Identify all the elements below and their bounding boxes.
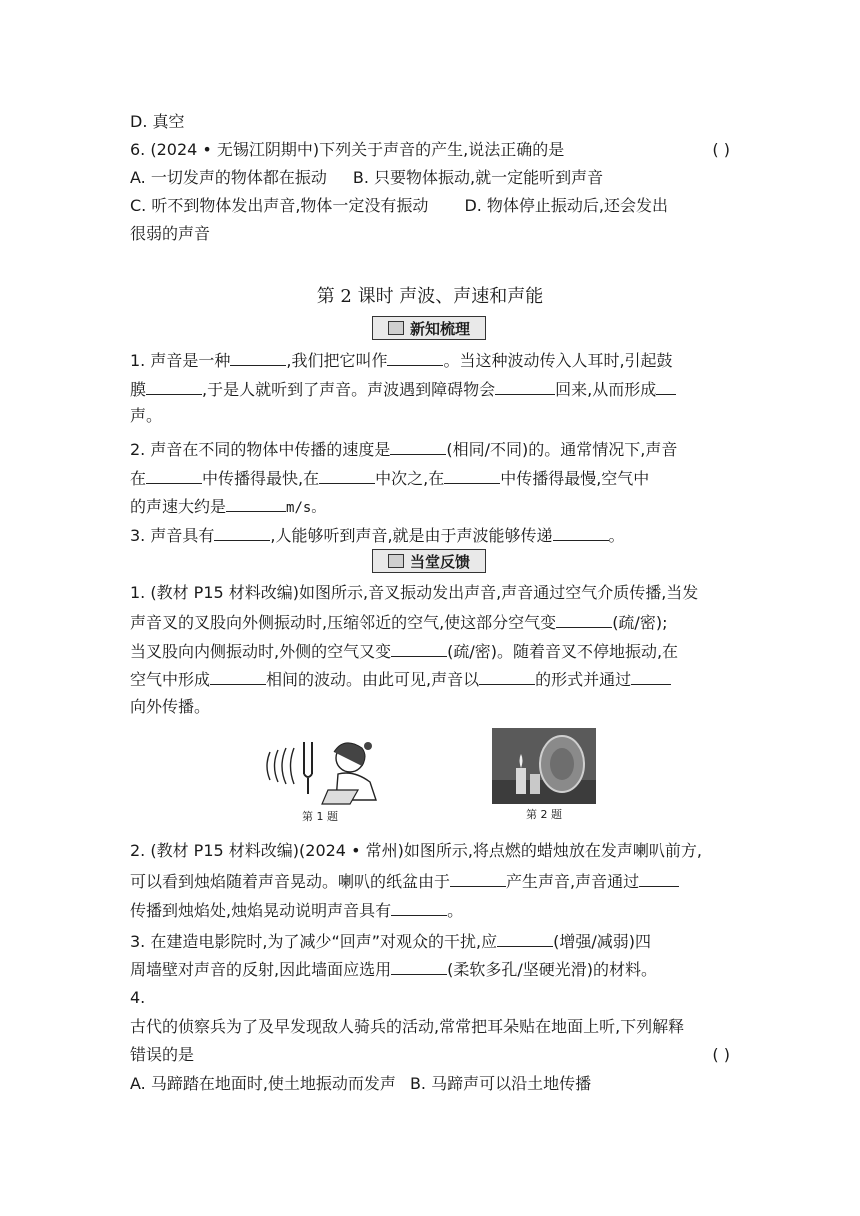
blank[interactable] (226, 495, 286, 512)
answer-paren: ( ) (712, 140, 730, 159)
figure-2-caption: 第 2 题 (526, 808, 562, 821)
blank[interactable] (497, 930, 553, 947)
blank[interactable] (319, 467, 375, 484)
option-d-prev: D. 真空 (130, 112, 185, 131)
blank[interactable] (387, 349, 443, 366)
option-a: A. 一切发声的物体都在振动 (130, 168, 327, 187)
section-badge-feedback: 当堂反馈 (372, 549, 486, 573)
question-6-options-cd (130, 196, 730, 216)
blank[interactable] (391, 640, 447, 657)
feedback-q3-line-1: 3. 在建造电影院时,为了减少“回声”对观众的干扰,应 (增强/减弱)四 (130, 932, 651, 951)
blank[interactable] (230, 349, 286, 366)
option-c: C. 听不到物体发出声音,物体一定没有振动 (130, 196, 429, 215)
knowledge-line-2: 膜 ,于是人就听到了声音。声波遇到障碍物会 回来,从而形成 (130, 378, 730, 400)
question-6: 6. (2024 • 无锡江阴期中)下列关于声音的产生,说法正确的是 ( ) (130, 140, 730, 159)
blank[interactable] (479, 668, 535, 685)
feedback-line-3: 当叉股向内侧振动时,外侧的空气又变 (疏/密)。随着音叉不停地振动,在 (130, 642, 679, 661)
blank[interactable] (391, 899, 447, 916)
blank[interactable] (639, 870, 679, 887)
option-d: D. 物体停止振动后,还会发出 (464, 196, 669, 215)
option-b: B. 只要物体振动,就一定能听到声音 (352, 168, 604, 187)
feedback-q4-line-1: 古代的侦察兵为了及早发现敌人骑兵的活动,常常把耳朵贴在地面上听,下列解释 (130, 1017, 685, 1036)
option-a: A. 马蹄踏在地面时,使土地振动而发声 (130, 1074, 396, 1093)
figure-1-caption: 第 1 题 (302, 810, 338, 823)
feedback-q3-line-2: 周墙壁对声音的反射,因此墙面应选用 (柔软多孔/坚硬光滑)的材料。 (130, 960, 657, 979)
knowledge-line-6: 的声速大约是 m/s。 (130, 497, 326, 516)
feedback-q2-line-1: 2. (教材 P15 材料改编)(2024 • 常州)如图所示,将点燃的蜡烛放在发声喇叭前方, (130, 841, 703, 860)
feedback-q2-line-2: 可以看到烛焰随着声音晃动。喇叭的纸盆由于 产生声音,声音通过 (130, 870, 730, 892)
blank[interactable] (444, 467, 500, 484)
blank[interactable] (631, 668, 671, 685)
knowledge-line-1: 1. 声音是一种 ,我们把它叫作 。当这种波动传入人耳时,引起鼓 (130, 351, 673, 370)
lesson-title: 第 2 课时 声波、声速和声能 (316, 286, 544, 307)
blank[interactable] (146, 378, 202, 395)
feedback-line-5: 向外传播。 (130, 697, 211, 716)
leaf-icon (388, 554, 404, 568)
knowledge-line-4: 2. 声音在不同的物体中传播的速度是 (相同/不同)的。通常情况下,声音 (130, 440, 678, 459)
blank[interactable] (553, 524, 609, 541)
feedback-q4-options (130, 1074, 730, 1094)
blank[interactable] (391, 958, 447, 975)
feedback-q2-line-3: 传播到烛焰处,烛焰晃动说明声音具有 。 (130, 901, 464, 920)
question-6-options-ab (130, 168, 730, 188)
feedback-line-2: 声音叉的叉股向外侧振动时,压缩邻近的空气,使这部分空气变 (疏/密); (130, 613, 668, 632)
blank[interactable] (450, 870, 506, 887)
blank[interactable] (556, 611, 612, 628)
notebook-icon (388, 321, 404, 335)
figure-1-tuning-fork (258, 734, 388, 810)
feedback-line-1: 1. (教材 P15 材料改编)如图所示,音叉振动发出声音,声音通过空气介质传播,当发 (130, 583, 699, 602)
option-d-cont: 很弱的声音 (130, 224, 211, 243)
option-b: B. 马蹄声可以沿土地传播 (409, 1074, 592, 1093)
blank[interactable] (214, 524, 270, 541)
figure-2-speaker-candle (492, 728, 596, 804)
feedback-line-4: 空气中形成 相间的波动。由此可见,声音以 的形式并通过 (130, 668, 730, 690)
knowledge-line-3: 声。 (130, 406, 163, 425)
blank[interactable] (390, 438, 446, 455)
section-badge-knowledge: 新知梳理 (372, 316, 486, 340)
feedback-q4-line-2: 错误的是 ( ) (130, 1045, 730, 1064)
blank[interactable] (495, 378, 555, 395)
answer-paren: ( ) (712, 1045, 730, 1064)
blank[interactable] (146, 467, 202, 484)
knowledge-line-5: 在 中传播得最快,在 中次之,在 中传播得最慢,空气中 (130, 469, 650, 488)
blank[interactable] (210, 668, 266, 685)
blank[interactable] (656, 378, 676, 395)
knowledge-line-7: 3. 声音具有 ,人能够听到声音,就是由于声波能够传递 。 (130, 526, 625, 545)
feedback-q4-number: 4. (130, 988, 146, 1007)
